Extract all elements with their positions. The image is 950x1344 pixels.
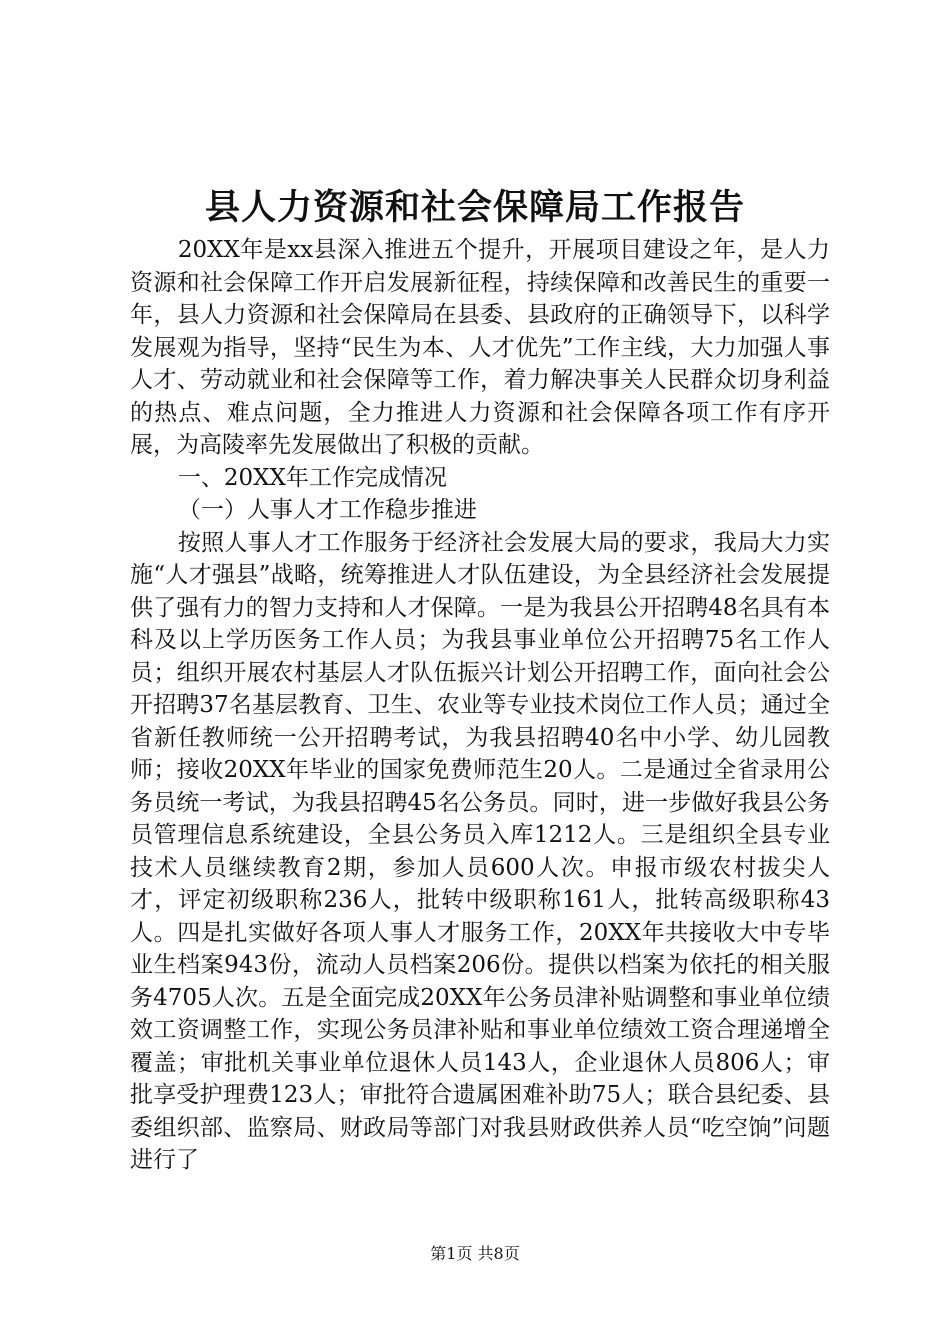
document-body: [130, 234, 830, 1177]
intro-paragraph: 20XX年是xx县深入推进五个提升，开展项目建设之年，是人力资源和社会保障工作开启发展新征程，持续保障和改善民生的重要一年，县人力资源和社会保障局在县委、县政府的正确领导下，以科学发展观为指导，坚持“民生为本、人才优先”工作主线，大力加强人事人才、劳动就业和社会保障等工作，着力解决事关人民群众切身利益的热点、难点问题，全力推进人力资源和社会保障各项工作有序开展，为高陵率先发展做出了积极的贡献。: [130, 237, 830, 458]
document-title: 县人力资源和社会保障局工作报告: [204, 187, 745, 228]
page-indicator: 第1页 共8页: [430, 1244, 520, 1263]
section-heading: 一、20XX年工作完成情况: [177, 464, 447, 491]
body-paragraph: 按照人事人才工作服务于经济社会发展大局的要求，我局大力实施“人才强县”战略，统筹推进人才队伍建设，为全县经济社会发展提供了强有力的智力支持和人才保障。一是为我县公开招聘48名具有本科及以上学历医务工作人员；为我县事业单位公开招聘75名工作人员；组织开展农村基层人才队伍振兴计划公开招聘工作，面向社会公开招聘37名基层教育、卫生、农业等专业技术岗位工作人员；通过全省新任教师统一公开招聘考试，为我县招聘40名中小学、幼儿园教师；接收20XX年毕业的国家免费师范生20人。二是通过全省录用公务员统一考试，为我县招聘45名公务员。同时，进一步做好我县公务员管理信息系统建设，全县公务员入库1212人。三是组织全县专业技术人员继续教育2期，参加人员600人次。申报市级农村拔尖人才，评定初级职称236人，批转中级职称161人，批转高级职称43人。四是扎实做好各项人事人才服务工作，20XX年共接收大中专毕业生档案943份，流动人员档案206份。提供以档案为依托的相关服务4705人次。五是全面完成20XX年公务员津补贴调整和事业单位绩效工资调整工作，实现公务员津补贴和事业单位绩效工资合理递增全覆盖；审批机关事业单位退休人员143人，企业退休人员806人；审批享受护理费123人；审批符合遗属困难补助75人；联合县纪委、县委组织部、监察局、财政局等部门对我县财政供养人员“吃空饷”问题进行了: [130, 529, 830, 1173]
subsection-heading: （一）人事人才工作稳步推进: [177, 497, 477, 523]
